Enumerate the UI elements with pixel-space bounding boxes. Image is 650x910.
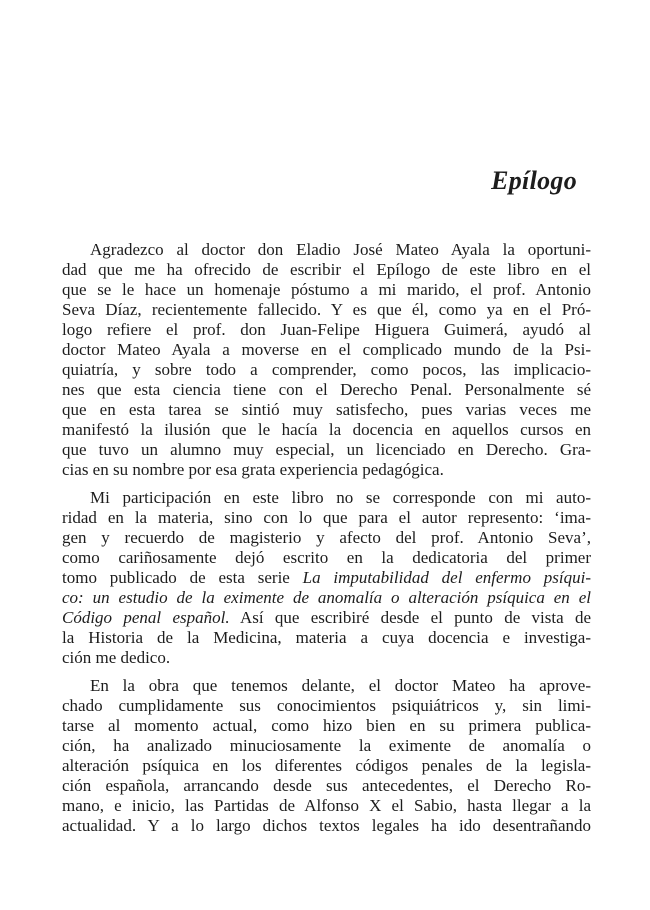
text-segment: como cariñosamente dejó escrito en la dedicatoria del primer xyxy=(62,548,591,567)
text-segment: que en esta tarea se sintió muy satisfecho, pues varias veces me xyxy=(62,400,591,419)
cited-book-title: La imputabilidad del enfermo psíqui- xyxy=(302,568,591,587)
text-segment: manifestó la ilusión que le hacía la docencia en aquellos cursos en xyxy=(62,420,591,439)
text-line xyxy=(62,568,591,588)
text-segment: mano, e inicio, las Partidas de Alfonso X el Sabio, hasta llegar a la xyxy=(62,796,591,815)
text-segment: que tuvo un alumno muy especial, un licenciado en Derecho. Gra- xyxy=(62,440,591,459)
text-line xyxy=(62,260,591,280)
text-segment: Así que escribiré desde el punto de vista de xyxy=(229,608,592,627)
text-segment: ción me dedico. xyxy=(62,648,171,667)
text-segment: doctor Mateo Ayala a moverse en el complicado mundo de la Psi- xyxy=(62,340,591,359)
text-segment: logo refiere el prof. don Juan-Felipe Higuera Guimerá, ayudó al xyxy=(62,320,591,339)
text-line xyxy=(62,648,591,668)
text-line xyxy=(62,816,591,836)
paragraph xyxy=(62,488,591,668)
text-line xyxy=(62,776,591,796)
text-line xyxy=(62,420,591,440)
text-segment: que se le hace un homenaje póstumo a mi marido, el prof. Antonio xyxy=(62,280,591,299)
text-line xyxy=(62,320,591,340)
text-segment: dad que me ha ofrecido de escribir el Epílogo de este libro en el xyxy=(62,260,591,279)
text-line xyxy=(62,676,591,696)
text-segment: Mi participación en este libro no se corresponde con mi auto- xyxy=(90,488,591,507)
text-line xyxy=(62,716,591,736)
text-segment: ridad en la materia, sino con lo que para el autor represento: ‘ima- xyxy=(62,508,591,527)
text-line xyxy=(62,588,591,608)
text-line xyxy=(62,460,591,480)
text-line xyxy=(62,440,591,460)
text-line xyxy=(62,736,591,756)
text-segment: alteración psíquica en los diferentes códigos penales de la legisla- xyxy=(62,756,591,775)
text-segment: la Historia de la Medicina, materia a cuya docencia e investiga- xyxy=(62,628,591,647)
text-segment: gen y recuerdo de magisterio y afecto del prof. Antonio Seva’, xyxy=(62,528,591,547)
text-line xyxy=(62,488,591,508)
paragraph xyxy=(62,240,591,480)
text-line xyxy=(62,300,591,320)
text-segment: Seva Díaz, recientemente fallecido. Y es que él, como ya en el Pró- xyxy=(62,300,591,319)
text-line xyxy=(62,796,591,816)
text-segment: tomo publicado de esta serie xyxy=(62,568,303,587)
text-line xyxy=(62,608,591,628)
text-line xyxy=(62,280,591,300)
paragraph xyxy=(62,676,591,836)
text-line xyxy=(62,400,591,420)
cited-book-title: Código penal español. xyxy=(62,608,230,627)
chapter-title: Epílogo xyxy=(491,166,577,195)
text-line xyxy=(62,508,591,528)
cited-book-title: co: un estudio de la eximente de anomalía o alteración psíquica en el xyxy=(62,588,591,607)
text-line xyxy=(62,340,591,360)
text-line xyxy=(62,628,591,648)
text-segment: actualidad. Y a lo largo dichos textos legales ha ido desentrañando xyxy=(62,816,591,835)
text-segment: Agradezco al doctor don Eladio José Mateo Ayala la oportuni- xyxy=(90,240,591,259)
text-segment: chado cumplidamente sus conocimientos psiquiátricos y, sin limi- xyxy=(62,696,591,715)
text-line xyxy=(62,380,591,400)
text-line xyxy=(62,548,591,568)
page-body xyxy=(62,240,591,844)
text-line xyxy=(62,528,591,548)
text-segment: nes que esta ciencia tiene con el Derecho Penal. Personalmente sé xyxy=(62,380,591,399)
text-segment: ción española, arrancando desde sus antecedentes, el Derecho Ro- xyxy=(62,776,591,795)
text-line xyxy=(62,696,591,716)
text-line xyxy=(62,240,591,260)
text-segment: tarse al momento actual, como hizo bien en su primera publica- xyxy=(62,716,591,735)
text-segment: quiatría, y sobre todo a comprender, como pocos, las implicacio- xyxy=(62,360,591,379)
text-segment: ción, ha analizado minuciosamente la eximente de anomalía o xyxy=(62,736,591,755)
text-line xyxy=(62,360,591,380)
text-line xyxy=(62,756,591,776)
text-segment: En la obra que tenemos delante, el doctor Mateo ha aprove- xyxy=(90,676,591,695)
text-segment: cias en su nombre por esa grata experiencia pedagógica. xyxy=(62,460,444,479)
